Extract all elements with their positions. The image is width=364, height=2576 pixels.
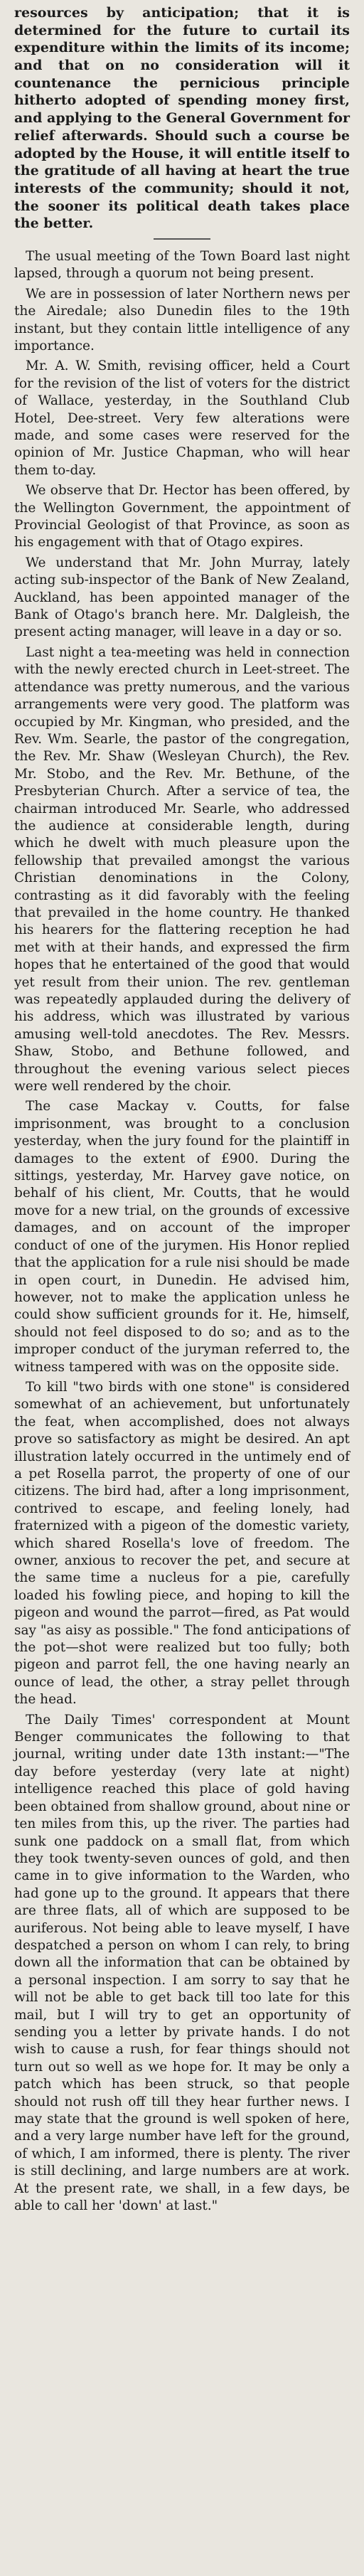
news-item-tea-meeting: Last night a tea-meeting was held in connection with the newly erected church in Leet-street. The attendance was pretty numerous, and the various arrangements were very good. The platform was occupied by Mr. Kingman, who presided, and the Rev. Wm. Searle, the pastor of the congregation, the Rev. Mr. Shaw (Wesleyan Church), the Rev. Mr. Stobo, and the Rev. Mr. Bethune, of the Presbyterian Church. After a service of tea, the chairman introduced Mr. Searle, who addressed the audience at considerable length, during which he dwelt with much pleasure upon the fellowship that prevailed amongst the various Christian denominations in the Colony, contrasting as it did favorably with the feeling that prevailed in the home country. He thanked his hearers for the flattering reception he had met with at their hands, and expressed the firm hopes that he entertained of the good that would yet result from their union. The rev. gentleman was repeatedly applauded during the delivery of his address, which was illustrated by various amusing well-told anecdotes. The Rev. Messrs. Shaw, Stobo, and Bethune followed, and throughout the evening various select pieces were well rendered by the choir. [14, 644, 350, 1095]
news-item-mount-benger: The Daily Times' correspondent at Mount Benger communicates the following to that journal, writing under date 13th instant:—"The day before yesterday (very late at night) intelligence reached this place of gold having been obtained from shallow ground, about nine or ten miles from this, up the river. The parties had sunk one paddock on a small flat, from which they took twenty-seven ounces of gold, and then came in to give information to the Warden, who had gone up to the ground. It appears that there are three flats, all of which are supposed to be auriferous. Not being able to leave myself, I have despatched a person on whom I can rely, to bring down all the information that can be obtained by a personal inspection. I am sorry to say that he will not be able to get back till too late for this mail, but I will try to get an opportunity of sending you a letter by private hands. I do not wish to cause a rush, for fear things should not turn out so well as we hope for. It may be only a patch which has been struck, so that people should not rush off till they hear further news. I may state that the ground is well spoken of here, and a very large number have left for the ground, of which, I am informed, there is plenty. The river is still declining, and large numbers are at work. At the present rate, we shall, in a few days, be able to call her 'down' at last." [14, 1712, 350, 2214]
editorial-conclusion: resources by anticipation; that it is determined for the future to curtail its expenditure within the limits of its income; and that on no consideration will it countenance the pernicious principle hitherto adopted of spending money first, and applying to the General Government for relief afterwards. Should such a course be adopted by the House, it will entitle itself to the gratitude of all having at heart the true interests of the community; should it not, the sooner its political death takes place the better. [14, 5, 350, 232]
section-divider [154, 238, 210, 240]
news-item-bank-manager: We understand that Mr. John Murray, lately acting sub-inspector of the Bank of New Zealand, Auckland, has been appointed manager of the Bank of Otago's branch here. Mr. Dalgleish, the present acting manager, will leave in a day or so. [14, 555, 350, 640]
news-item-dr-hector: We observe that Dr. Hector has been offered, by the Wellington Government, the appointment of Provincial Geologist of that Province, as soon as his engagement with that of Otago expires. [14, 483, 350, 550]
news-item-two-birds: To kill "two birds with one stone" is considered somewhat of an achievement, but unfortunately the feat, when accomplished, does not always prove so satisfactory as might be desired. An apt illustration lately occurred in the untimely end of a pet Rosella parrot, the property of one of our citizens. The bird had, after a long imprisonment, contrived to escape, and feeling lonely, had fraternized with a pigeon of the domestic variety, which shared Rosella's love of freedom. The owner, anxious to recover the pet, and secure at the same time a nucleus for a pie, carefully loaded his fowling piece, and hoping to kill the pigeon and wound the parrot—fired, as Pat would say "as aisy as possible." The fond anticipations of the pot—shot were realized but too fully; both pigeon and parrot fell, the one having nearly an ounce of lead, the other, a stray pellet through the head. [14, 1379, 350, 1708]
news-item-mackay-coutts: The case Mackay v. Coutts, for false imprisonment, was brought to a conclusion yesterday, when the jury found for the plaintiff in damages to the extent of £900. During the sittings, yesterday, Mr. Harvey gave notice, on behalf of his client, Mr. Coutts, that he would move for a new trial, on the grounds of excessive damages, and on account of the improper conduct of one of the jurymen. His Honor replied that the application for a rule nisi should be made in open court, in Dunedin. He advised him, however, not to make the application unless he could show sufficient grounds for it. He, himself, should not feel disposed to do so; and as to the improper conduct of the juryman referred to, the witness tampered with was on the opposite side. [14, 1099, 350, 1375]
news-item-town-board: The usual meeting of the Town Board last night lapsed, through a quorum not being present. [14, 248, 350, 282]
news-item-northern-news: We are in possession of later Northern news per the Airedale; also Dunedin files to the 19th instant, but they contain little intelligence of any importance. [14, 286, 350, 353]
news-item-revision-court: Mr. A. W. Smith, revising officer, held a Court for the revision of the list of voters for the district of Wallace, yesterday, in the Southland Club Hotel, Dee-street. Very few alterations were made, and some cases were reserved for the opinion of Mr. Justice Chapman, who will hear them to-day. [14, 358, 350, 478]
